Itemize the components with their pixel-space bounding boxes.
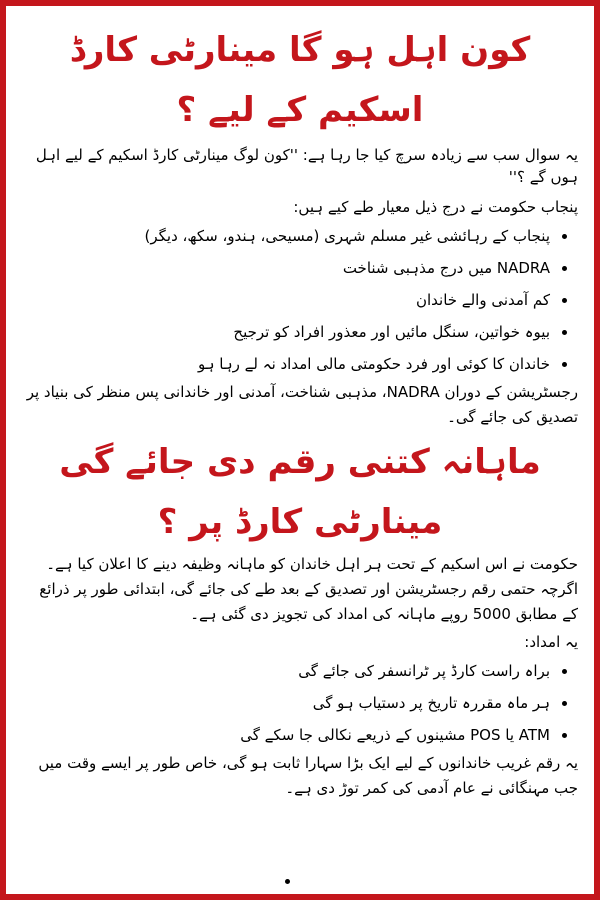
eligibility-heading: کون اہل ہو گا مینارٹی کارڈ اسکیم کے لیے ؟ bbox=[69, 30, 531, 130]
trailing-bullet bbox=[285, 879, 290, 884]
aid-list bbox=[22, 655, 578, 751]
criteria-item: • پنجاب کے رہائشی غیر مسلم شہری (مسیحی، ہندو، سکھ، دیگر) bbox=[22, 220, 550, 252]
aid-item: • ہر ماہ مقررہ تاریخ پر دستیاب ہو گی bbox=[22, 687, 550, 719]
aid-item: • ATM یا POS مشینوں کے ذریعے نکالی جا سکے گی bbox=[22, 719, 550, 751]
verification-note: رجسٹریشن کے دوران NADRA، مذہبی شناخت، آمدنی اور خاندانی پس منظر کی بنیاد پر تصدیق کی جائے گی۔ bbox=[26, 383, 578, 426]
criteria-item: • NADRA میں درج مذہبی شناخت bbox=[22, 252, 550, 284]
intro-question: یہ سوال سب سے زیادہ سرچ کیا جا رہا ہے: ''کون لوگ مینارٹی کارڈ اسکیم کے لیے اہل ہوں گے ؟'' bbox=[35, 146, 578, 186]
criteria-item: • خاندان کا کوئی اور فرد حکومتی مالی امداد نہ لے رہا ہو bbox=[22, 348, 550, 380]
aid-lead: یہ امداد: bbox=[524, 633, 578, 651]
criteria-item: • کم آمدنی والے خاندان bbox=[22, 284, 550, 316]
criteria-list bbox=[22, 220, 578, 380]
criteria-lead: پنجاب حکومت نے درج ذیل معیار طے کیے ہیں: bbox=[293, 198, 578, 216]
criteria-item: • بیوہ خواتین، سنگل مائیں اور معذور افراد کو ترجیح bbox=[22, 316, 550, 348]
monthly-amount-heading: ماہانہ کتنی رقم دی جائے گی مینارٹی کارڈ پر ؟ bbox=[59, 442, 541, 542]
article-content bbox=[22, 20, 578, 886]
amount-paragraph: حکومت نے اس اسکیم کے تحت ہر اہل خاندان کو ماہانہ وظیفہ دینے کا اعلان کیا ہے۔ اگرچہ حتمی رقم رجسٹریشن اور تصدیق کے بعد طے کی جائے گی، ابتدائی طور پر ذرائع کے مطابق 5000 روپے ماہانہ کی امداد کی تجویز دی گئی ہے۔ bbox=[39, 555, 578, 623]
closing-note: یہ رقم غریب خاندانوں کے لیے ایک بڑا سہارا ثابت ہو گی، خاص طور پر ایسے وقت میں جب مہنگائی نے عام آدمی کی کمر توڑ دی ہے۔ bbox=[38, 754, 578, 797]
aid-item: • براہ راست کارڈ پر ٹرانسفر کی جائے گی bbox=[22, 655, 550, 687]
